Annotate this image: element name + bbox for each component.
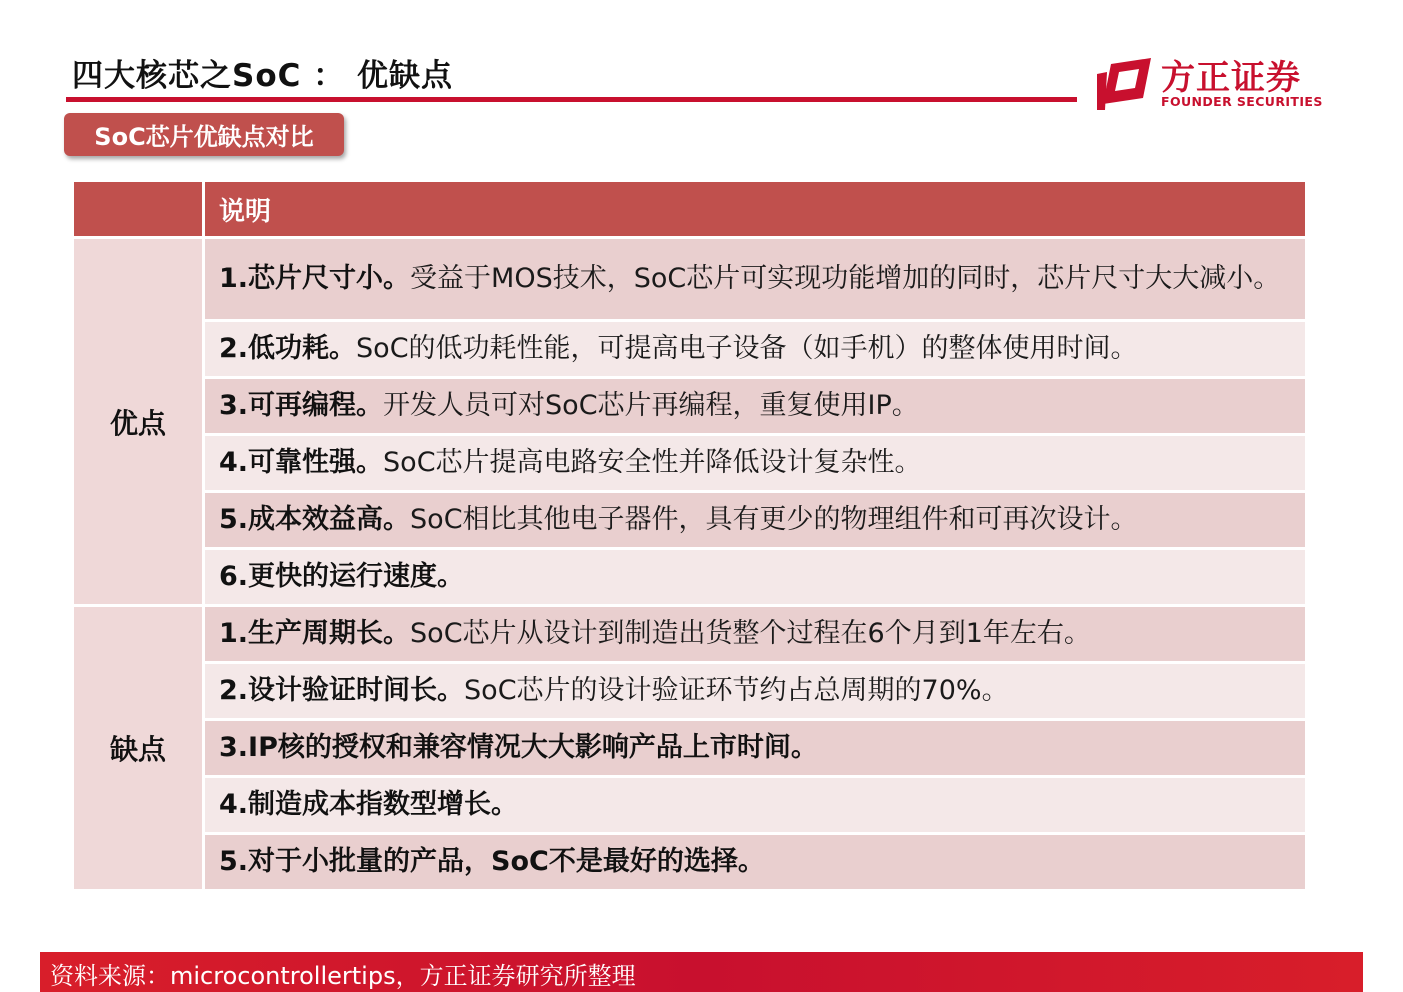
description-cell [204,549,1307,606]
logo-chinese-name: 方正证券 [1161,58,1301,98]
item-heading: 4.可靠性强。 [219,447,384,478]
description-cell [204,492,1307,549]
table-row [73,492,1307,549]
item-text: SoC的低功耗性能，可提高电子设备（如手机）的整体使用时间。 [356,333,1138,364]
item-text: SoC芯片的设计验证环节约占总周期的70%。 [464,675,1009,706]
item-heading: 4.制造成本指数型增长。 [219,789,519,820]
description-cell [204,321,1307,378]
description-cell [204,663,1307,720]
table-header-empty-cell [73,181,204,238]
description-cell [204,606,1307,663]
logo-english-name: FOUNDER SECURITIES [1161,94,1323,109]
item-heading: 5.成本效益高。 [219,504,411,535]
source-note: 资料来源：microcontrollertips，方正证券研究所整理 [50,962,636,990]
founder-securities-logo [1097,50,1322,112]
item-text: SoC芯片提高电路安全性并降低设计复杂性。 [383,447,922,478]
item-heading: 3.可再编程。 [219,390,384,421]
section-tag: SoC芯片优缺点对比 [64,113,344,156]
table-row [73,720,1307,777]
item-text: 开发人员可对SoC芯片再编程，重复使用IP。 [383,390,919,421]
table-row [73,606,1307,663]
item-heading: 2.设计验证时间长。 [219,675,465,706]
table-row [73,663,1307,720]
soc-pros-cons-table [71,179,1308,892]
table-row [73,238,1307,321]
footer-bar [40,952,1363,992]
item-heading: 3.IP核的授权和兼容情况大大影响产品上市时间。 [219,732,818,763]
item-text: 受益于MOS技术，SoC芯片可实现功能增加的同时，芯片尺寸大大减小。 [410,263,1281,294]
title-divider [66,97,1077,102]
group-label: 缺点 [73,606,204,891]
table-body [73,238,1307,891]
table-row [73,321,1307,378]
item-heading: 5.对于小批量的产品，SoC不是最好的选择。 [219,846,765,877]
group-label: 优点 [73,238,204,606]
table-header-description: 说明 [204,181,1307,238]
item-text: SoC相比其他电子器件，具有更少的物理组件和可再次设计。 [410,504,1138,535]
item-heading: 6.更快的运行速度。 [219,561,465,592]
table-row [73,834,1307,891]
description-cell [204,238,1307,321]
description-cell [204,777,1307,834]
item-heading: 1.芯片尺寸小。 [219,263,411,294]
table-header-row [73,181,1307,238]
table-row [73,549,1307,606]
table-row [73,378,1307,435]
table-row [73,777,1307,834]
description-cell [204,435,1307,492]
founder-logo-icon [1097,54,1155,110]
item-heading: 1.生产周期长。 [219,618,411,649]
item-heading: 2.低功耗。 [219,333,357,364]
description-cell [204,378,1307,435]
item-text: SoC芯片从设计到制造出货整个过程在6个月到1年左右。 [410,618,1091,649]
page-title: 四大核芯之SoC ： 优缺点 [72,58,453,94]
description-cell [204,834,1307,891]
table-row [73,435,1307,492]
description-cell [204,720,1307,777]
